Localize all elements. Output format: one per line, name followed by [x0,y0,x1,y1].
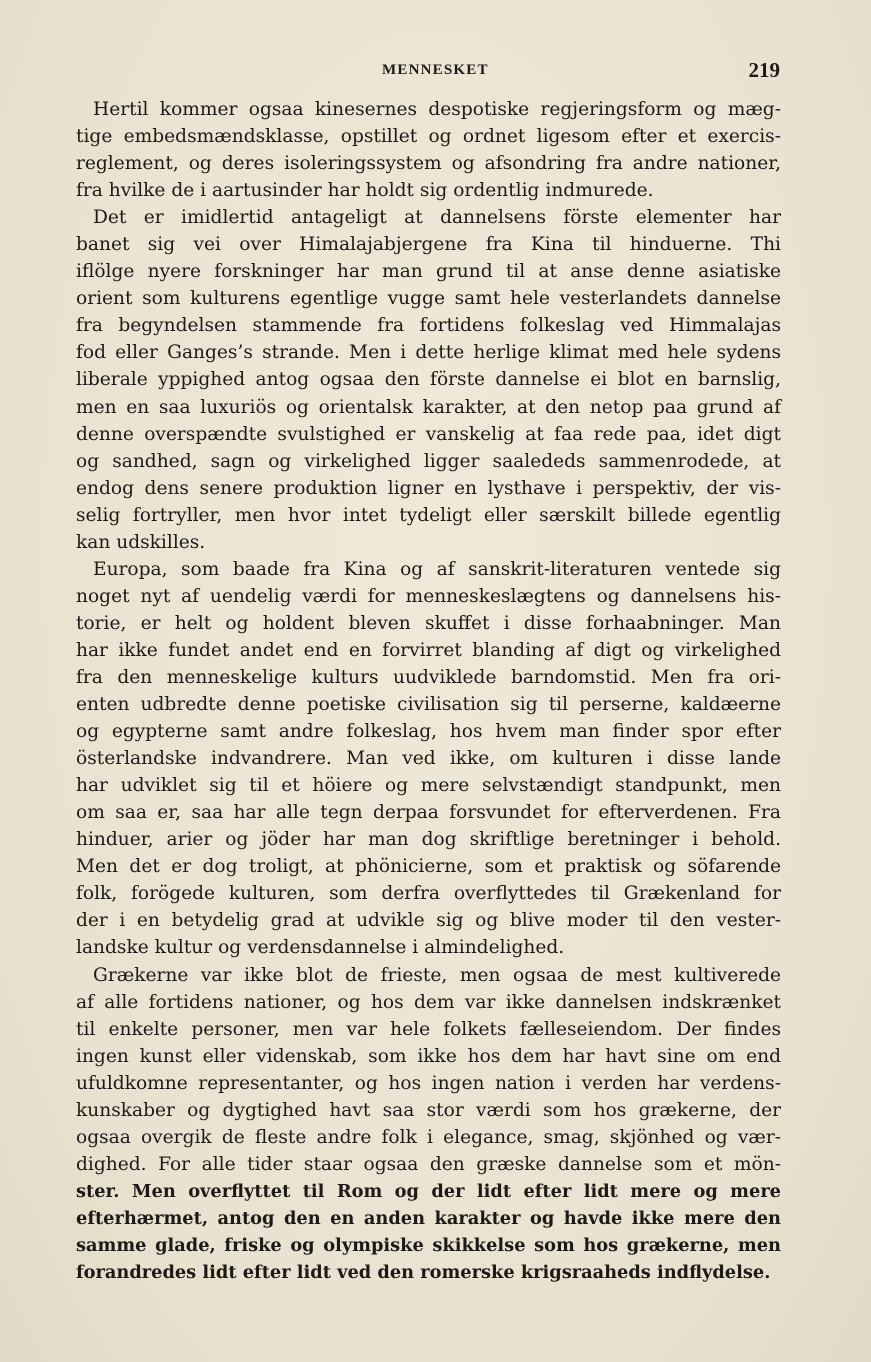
page-number: 219 [748,58,780,82]
text-line: om saa er, saa har alle tegn derpaa forsvundet for efterverdenen. Fra [76,802,781,824]
text-line: folk, forögede kulturen, som derfra overflyttedes til Grækenland for [76,883,781,905]
text-line: fod eller Ganges’s strande. Men i dette herlige klimat med hele sydens [76,342,781,364]
text-line: liberale yppighed antog ogsaa den förste dannelse ei blot en barnslig, [76,369,781,391]
text-line: österlandske indvandrere. Man ved ikke, om kulturen i disse lande [76,748,781,770]
text-line: dighed. For alle tider staar ogsaa den græske dannelse som et mön- [76,1153,781,1175]
text-line: forandredes lidt efter lidt ved den romerske krigsraaheds indflydelse. [76,1262,771,1284]
text-line: af alle fortidens nationer, og hos dem var ikke dannelsen indskrænket [76,991,781,1013]
text-line: tige embedsmændsklasse, opstillet og ordnet ligesom efter et exercis- [76,126,781,148]
text-line: fra begyndelsen stammende fra fortidens folkeslag ved Himmalajas [76,315,781,337]
text-line: ufuldkomne representanter, og hos ingen nation i verden har verdens- [76,1072,781,1094]
text-line: Grækerne var ikke blot de frieste, men ogsaa de mest kultiverede [93,964,781,986]
text-line: samme glade, friske og olympiske skikkelse som hos grækerne, men [76,1234,781,1256]
page-header [76,58,780,84]
text-line: selig fortryller, men hvor intet tydeligt eller særskilt billede egentlig [76,504,781,526]
text-line: fra den menneskelige kulturs uudviklede barndomstid. Men fra ori- [76,666,781,688]
text-line: reglement, og deres isoleringssystem og afsondring fra andre nationer, [76,153,781,175]
text-line: torie, er helt og holdent bleven skuffet i disse forhaabninger. Man [76,612,781,634]
text-line: endog dens senere produktion ligner en lysthave i perspektiv, der vis- [76,477,781,499]
text-line: hinduer, arier og jöder har man dog skriftlige beretninger i behold. [76,829,781,851]
text-line: banet sig vei over Himalajabjergene fra Kina til hinduerne. Thi [76,234,781,256]
text-line: enten udbredte denne poetiske civilisation sig til perserne, kaldæerne [76,694,781,716]
text-line: Det er imidlertid antageligt at dannelsens förste elementer har [93,207,781,229]
text-line: Europa, som baade fra Kina og af sanskrit-literaturen ventede sig [93,558,781,580]
text-line: til enkelte personer, men var hele folkets fælleseiendom. Der findes [76,1018,781,1040]
text-line: denne overspændte svulstighed er vanskelig at faa rede paa, idet digt [76,423,781,445]
text-line: har ikke fundet andet end en forvirret blanding af digt og virkelighed [76,639,781,661]
text-line: kunskaber og dygtighed havt saa stor værdi som hos grækerne, der [76,1099,781,1121]
text-line: fra hvilke de i aartusinder har holdt sig ordentlig indmurede. [76,180,654,202]
text-line: iflölge nyere forskninger har man grund til at anse denne asiatiske [76,261,781,283]
text-line: Men det er dog troligt, at phönicierne, som et praktisk og söfarende [76,856,781,878]
text-line: orient som kulturens egentlige vugge samt hele vesterlandets dannelse [76,288,781,310]
text-line: landske kultur og verdensdannelse i almindelighed. [76,937,565,959]
text-line: har udviklet sig til et höiere og mere selvstændigt standpunkt, men [76,775,781,797]
text-line: noget nyt af uendelig værdi for menneskeslægtens og dannelsens his- [76,585,781,607]
text-line: ster. Men overflyttet til Rom og der lidt efter lidt mere og mere [76,1180,781,1202]
text-line: der i en betydelig grad at udvikle sig og blive moder til den vester- [76,910,781,932]
text-line: kan udskilles. [76,531,206,553]
text-line: men en saa luxuriös og orientalsk karakter, at den netop paa grund af [76,396,781,418]
text-line: og sandhed, sagn og virkelighed ligger saalededs sammenrodede, at [76,450,781,472]
running-title: MENNESKET [382,62,489,78]
text-line: ingen kunst eller videnskab, som ikke hos dem har havt sine om end [76,1045,781,1067]
text-line: Hertil kommer ogsaa kinesernes despotiske regjeringsform og mæg- [93,99,781,120]
text-line: efterhærmet, antog den en anden karakter og havde ikke mere den [76,1207,781,1229]
text-line: ogsaa overgik de fleste andre folk i elegance, smag, skjönhed og vær- [76,1126,781,1148]
text-line: og egypterne samt andre folkeslag, hos hvem man finder spor efter [76,721,781,743]
body-text [76,96,781,1286]
